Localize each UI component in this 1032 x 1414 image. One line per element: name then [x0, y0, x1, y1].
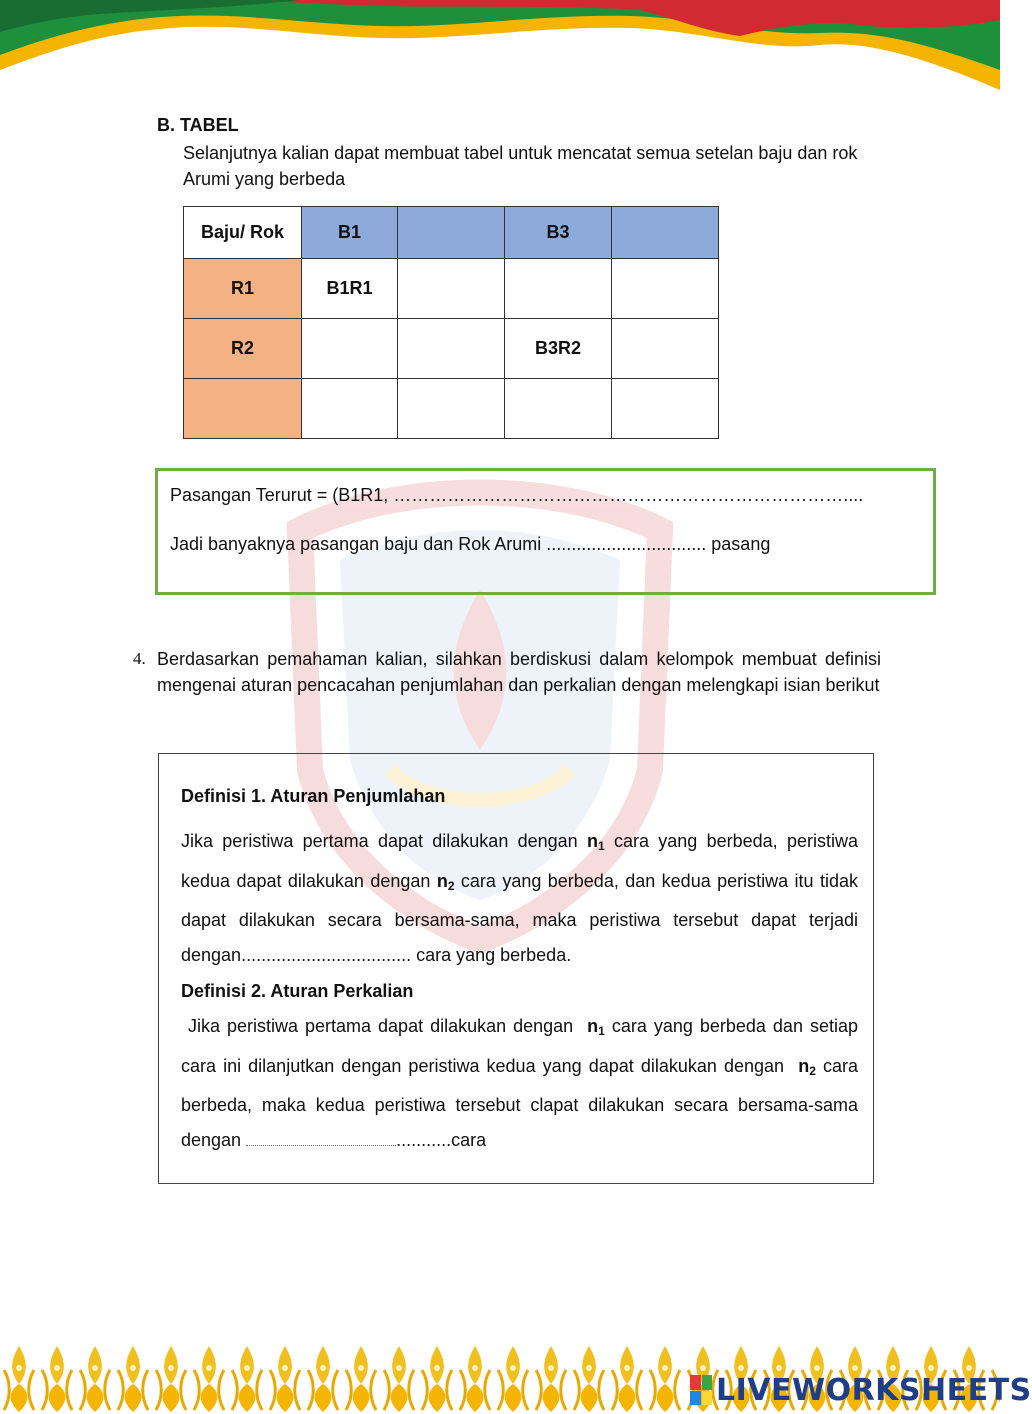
n2-symbol: $n_2$: [436, 870, 455, 893]
definition-2-title: Definisi 2. Aturan Perkalian: [181, 980, 414, 1001]
table-cell-blank[interactable]: [302, 319, 398, 379]
table-cell-blank[interactable]: [612, 319, 719, 379]
table-column-header: B1: [302, 207, 398, 259]
table-cell-blank[interactable]: [505, 259, 612, 319]
liveworksheets-logo[interactable]: [690, 1372, 1032, 1408]
table-row-header: R2: [184, 319, 302, 379]
definition-2-text: Jika peristiwa pertama dapat dilakukan dengan $n_1$ cara yang berbeda dan setiap cara ini dilanjutkan dengan peristiwa kedua yang dapat dilakukan dengan $n_2$ cara berbeda, maka kedua peristiwa tersebut clapat dilakukan secara bersama-sama dengan ...........cara: [181, 1015, 858, 1150]
table-cell-blank[interactable]: [612, 259, 719, 319]
section-intro: Selanjutnya kalian dapat membuat tabel untuk mencatat semua setelan baju dan rok Arumi yang berbeda: [183, 143, 858, 189]
table-cell: B1R1: [302, 259, 398, 319]
ordered-pairs-answer[interactable]: Pasangan Terurut = (B1R1, …………………………………………………………………....: [170, 485, 864, 505]
pairs-count-answer[interactable]: Jadi banyaknya pasangan baju dan Rok Arumi ................................ pasang: [170, 534, 771, 554]
table-row-header: R1: [184, 259, 302, 319]
definition-1-title: Definisi 1. Aturan Penjumlahan: [181, 786, 446, 806]
ordered-pairs-box: [155, 468, 936, 595]
n1-symbol: $n_1$: [587, 1015, 605, 1038]
liveworksheets-logo-text: LIVEWORKSHEETS: [716, 1372, 1032, 1408]
table-column-header-blank[interactable]: [398, 207, 505, 259]
table-cell: B3R2: [505, 319, 612, 379]
table-row: [184, 259, 719, 319]
table-row-header-blank[interactable]: [184, 379, 302, 439]
table-cell-blank[interactable]: [302, 379, 398, 439]
table-column-header: B3: [505, 207, 612, 259]
section-title: B. TABEL: [157, 115, 239, 135]
question-text: Berdasarkan pemahaman kalian, silahkan berdiskusi dalam kelompok membuat definisi mengenai aturan pencacahan penjumlahan dan perkalian dengan melengkapi isian berikut: [157, 649, 881, 695]
outfit-table: [183, 206, 719, 439]
table-cell-blank[interactable]: [398, 259, 505, 319]
table-column-header-blank[interactable]: [612, 207, 719, 259]
table-cell-blank[interactable]: [612, 379, 719, 439]
table-header-row: [184, 207, 719, 259]
question-4: [133, 646, 881, 698]
table-row: [184, 379, 719, 439]
liveworksheets-logo-icon: [690, 1375, 712, 1405]
header-wave-decoration: [0, 0, 1000, 100]
definition-1-answer-blank[interactable]: cara yang berbeda, dan kedua peristiwa itu tidak dapat dilakukan secara bersama-sama, maka peristiwa tersebut dapat terjadi dengan.................................. cara yang berbeda.: [181, 870, 858, 966]
table-row: [184, 319, 719, 379]
n2-symbol: $n_2$: [798, 1055, 816, 1078]
definition-1-text: Jika peristiwa pertama dapat dilakukan dengan $n_1$ cara yang berbeda, peristiwa kedua dapat dilakukan dengan $n_2$ cara yang berbeda, dan kedua peristiwa itu tidak dapat dilakukan secara bersama-sama, maka peristiwa tersebut dapat terjadi dengan.................................. cara yang berbeda.: [181, 831, 858, 966]
table-cell-blank[interactable]: [398, 319, 505, 379]
table-cell-blank[interactable]: [398, 379, 505, 439]
definitions-box: [158, 753, 874, 1184]
question-number: 4.: [133, 649, 146, 668]
table-corner-header: Baju/ Rok: [184, 207, 302, 259]
definition-2-answer-blank[interactable]: [246, 1131, 396, 1146]
table-cell-blank[interactable]: [505, 379, 612, 439]
n1-symbol: $n_1$: [586, 831, 605, 853]
